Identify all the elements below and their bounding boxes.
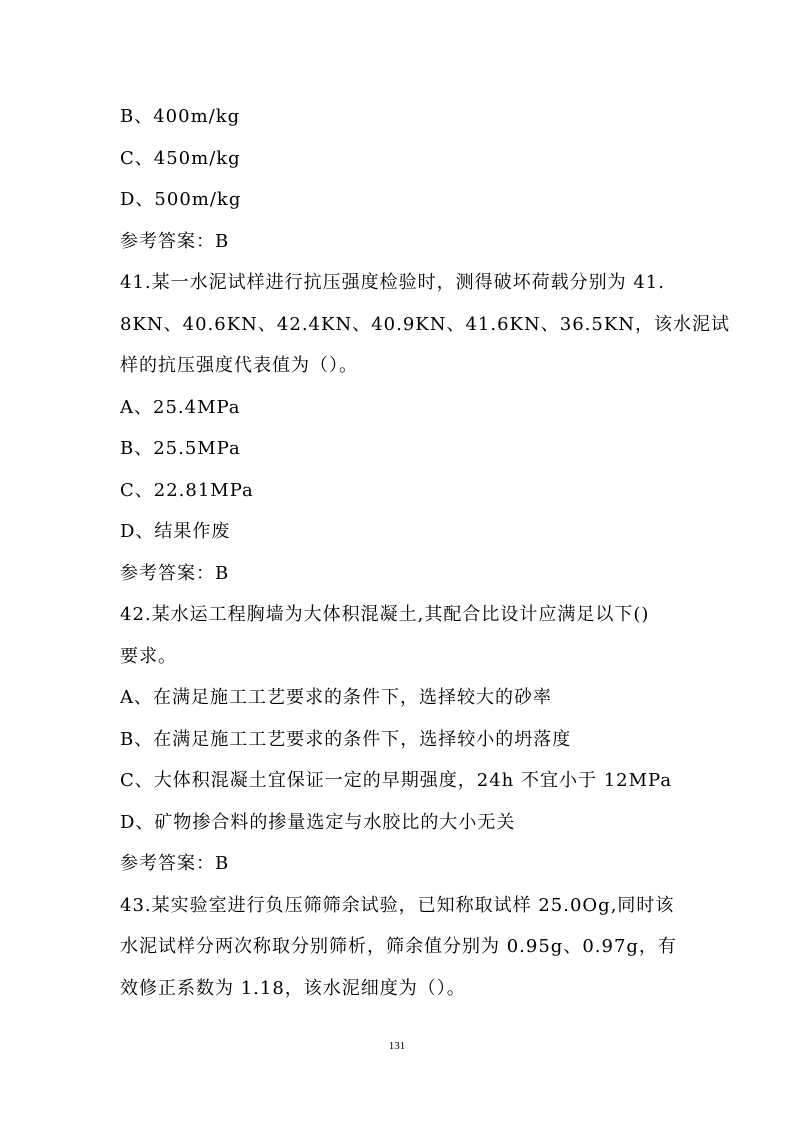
option-d-q42: D、矿物掺合料的掺量选定与水胶比的大小无关 xyxy=(120,812,516,833)
option-a-q42: A、在满足施工工艺要求的条件下，选择较大的砂率 xyxy=(120,687,552,708)
question-42-line-1: 42.某水运工程胸墙为大体积混凝土,其配合比设计应满足以下() xyxy=(120,604,650,625)
option-d-q41: D、结果作废 xyxy=(120,521,231,542)
option-b-q42: B、在满足施工工艺要求的条件下，选择较小的坍落度 xyxy=(120,729,572,750)
answer-q42: 参考答案：B xyxy=(120,853,230,874)
question-41-line-3: 样的抗压强度代表值为（）。 xyxy=(120,355,358,376)
answer-q41: 参考答案：B xyxy=(120,563,230,584)
option-c-q42: C、大体积混凝土宜保证一定的早期强度，24h 不宜小于 12MPa xyxy=(120,770,673,791)
question-43-line-1: 43.某实验室进行负压筛筛余试验，已知称取试样 25.0Og,同时该 xyxy=(120,895,675,916)
question-41-line-2: 8KN、40.6KN、42.4KN、40.9KN、41.6KN、36.5KN，该水泥试 xyxy=(120,314,731,335)
option-c-q40: C、450m/kg xyxy=(120,148,241,169)
option-d-q40: D、500m/kg xyxy=(120,189,242,210)
question-43-line-2: 水泥试样分两次称取分别筛析，筛余值分别为 0.95g、0.97g，有 xyxy=(120,936,677,957)
page-number: 131 xyxy=(388,1040,406,1052)
option-b-q41: B、25.5MPa xyxy=(120,438,241,459)
question-42-line-2: 要求。 xyxy=(120,646,177,667)
question-43-line-3: 效修正系数为 1.18，该水泥细度为（）。 xyxy=(120,978,466,999)
option-a-q41: A、25.4MPa xyxy=(120,397,241,418)
option-b-q40: B、400m/kg xyxy=(120,106,241,127)
answer-q40: 参考答案：B xyxy=(120,231,230,252)
question-41-line-1: 41.某一水泥试样进行抗压强度检验时，测得破坏荷载分别为 41. xyxy=(120,272,665,293)
option-c-q41: C、22.81MPa xyxy=(120,480,254,501)
